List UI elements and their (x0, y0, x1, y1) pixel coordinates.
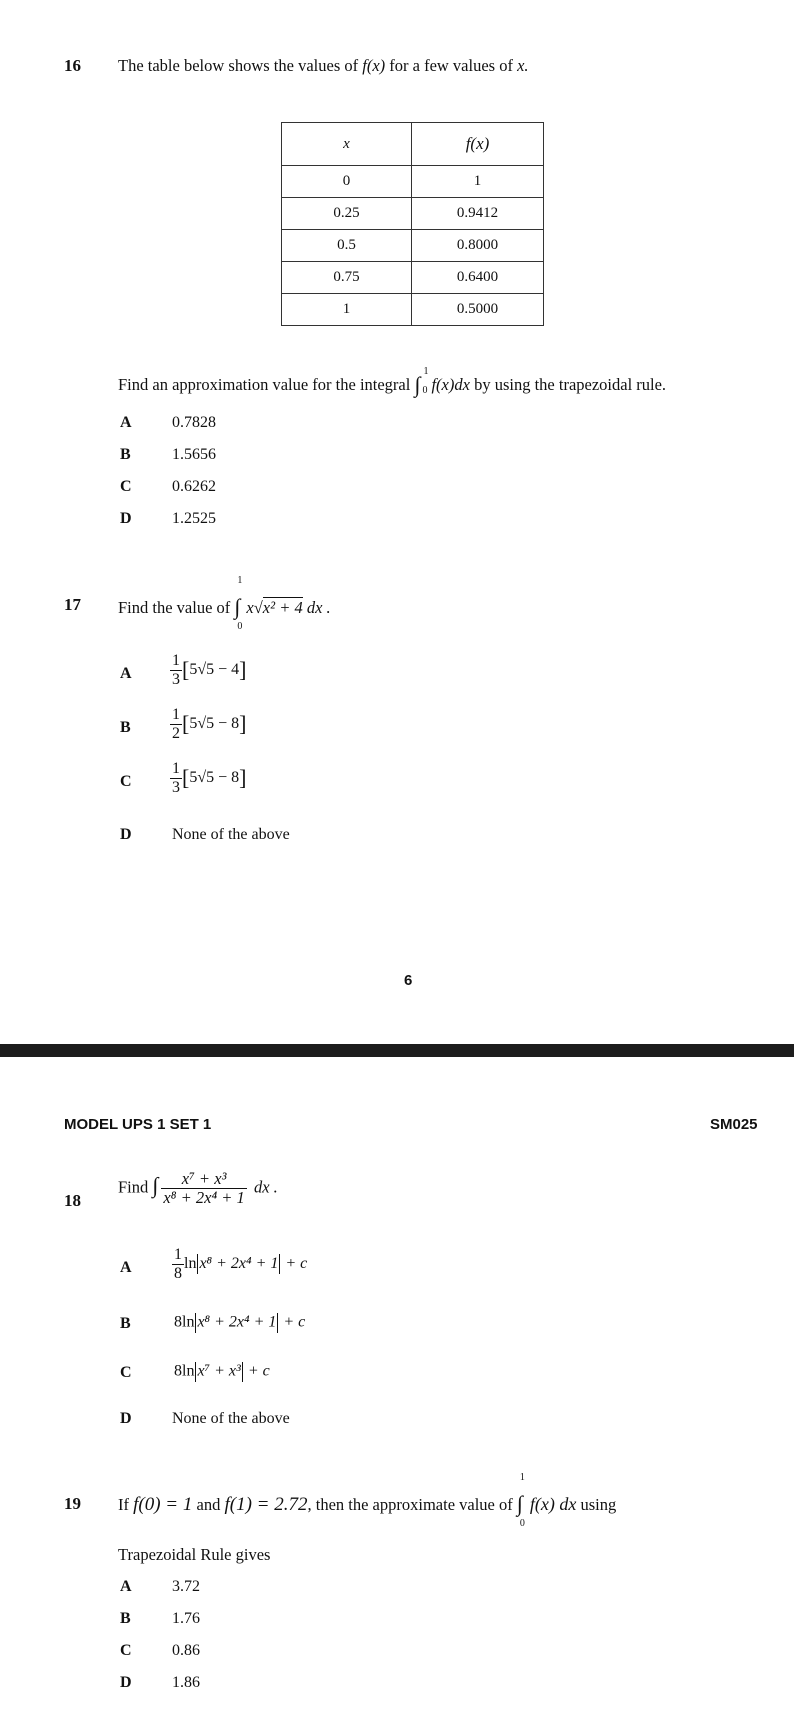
sqrt-symbol: √ (253, 598, 263, 617)
q16-x-var: x. (517, 56, 529, 75)
table-cell-fx: 0.5000 (412, 294, 544, 326)
q19-option-value[interactable]: 3.72 (172, 1578, 200, 1595)
q18-option-letter: A (120, 1259, 132, 1276)
q19-option-letter: D (120, 1674, 132, 1691)
fraction-numerator: 1 (172, 760, 180, 777)
integral-upper-limit: 1 (423, 366, 429, 377)
table-row (282, 230, 544, 262)
fraction (172, 1246, 184, 1282)
q16-question-text-b: by using the trapezoidal rule. (469, 375, 667, 394)
question-number-19: 19 (64, 1494, 81, 1513)
table-row (282, 294, 544, 326)
q18-option-letter: C (120, 1364, 132, 1381)
q18-dx: dx . (249, 1177, 278, 1197)
q17-option-value[interactable]: $\frac{1}{3}$ [5√5 − 8] (172, 760, 247, 796)
q16-option-letter: D (120, 510, 132, 527)
integral-sign: ∫ 1 0 (414, 366, 429, 397)
question-19-line-2: Trapezoidal Rule gives (118, 1545, 271, 1564)
table-header-row (282, 123, 544, 166)
table-header-x: x (282, 123, 412, 166)
table-cell-fx: 1 (412, 166, 544, 198)
question-17-prompt (118, 575, 331, 632)
fraction-numerator: 1 (174, 1246, 182, 1263)
ln-argument: x⁸ + 2x⁴ + 1 (197, 1313, 277, 1331)
ln-argument: x⁸ + 2x⁴ + 1 (199, 1254, 279, 1272)
integral-lower-limit: 0 (237, 621, 243, 632)
header-left: MODEL UPS 1 SET 1 (64, 1116, 212, 1133)
table-header-fx: f(x) (412, 123, 544, 166)
table-cell-fx: 0.8000 (412, 230, 544, 262)
table-cell-x: 0.5 (282, 230, 412, 262)
q16-integrand: f(x)dx (431, 375, 470, 394)
q16-option-letter: A (120, 414, 132, 431)
integral-lower-limit: 0 (519, 1518, 525, 1529)
q16-option-value[interactable]: 1.2525 (172, 510, 216, 527)
q19-and: and (192, 1495, 225, 1514)
q17-option-letter: B (120, 719, 131, 736)
fraction-denominator: 3 (172, 778, 180, 796)
q19-condition-1: f(0) = 1 (133, 1494, 193, 1515)
q19-option-letter: B (120, 1610, 131, 1627)
page-number: 6 (404, 972, 413, 989)
values-table (281, 122, 544, 326)
q19-condition-2: f(1) = 2.72 (224, 1494, 308, 1515)
table-cell-fx: 0.6400 (412, 262, 544, 294)
q16-option-letter: B (120, 446, 131, 463)
q17-option-value[interactable]: None of the above (172, 826, 290, 843)
q16-fx: f(x) (362, 56, 386, 75)
integral-sign: ∫ (152, 1172, 159, 1198)
q19-if: If (118, 1495, 134, 1514)
q16-intro-text-b: for a few values of (385, 56, 518, 75)
q19-option-value[interactable]: 1.76 (172, 1610, 200, 1627)
fraction-denominator: 3 (172, 670, 180, 688)
q16-option-value[interactable]: 0.7828 (172, 414, 216, 431)
question-18-prompt (118, 1170, 278, 1207)
header-right: SM025 (710, 1116, 758, 1133)
q18-fraction (161, 1170, 246, 1207)
q17-radicand: x² + 4 (262, 598, 303, 617)
ln-function: ln (182, 1362, 195, 1380)
integral-upper-limit: 1 (237, 575, 243, 586)
coefficient: 8 (174, 1362, 182, 1380)
table-row (282, 262, 544, 294)
q19-mid: , then the approximate value of (307, 1495, 517, 1514)
question-16-prompt (118, 366, 667, 397)
question-number-17: 17 (64, 595, 81, 614)
q17-option-letter: C (120, 773, 132, 790)
q19-integrand: f(x) dx (529, 1494, 577, 1514)
fraction-denominator: 2 (172, 724, 180, 742)
q19-option-letter: C (120, 1642, 132, 1659)
table-cell-x: 0.25 (282, 198, 412, 230)
q19-option-letter: A (120, 1578, 132, 1595)
ln-function: ln (182, 1313, 195, 1331)
page-separator (0, 1044, 794, 1057)
fraction (170, 652, 182, 688)
constant-term: + c (285, 1254, 308, 1272)
q16-option-letter: C (120, 478, 132, 495)
integral-lower-limit: 0 (422, 385, 428, 396)
q18-option-letter: B (120, 1315, 131, 1332)
question-number-16: 16 (64, 56, 81, 75)
q17-dx: dx . (302, 598, 331, 617)
q18-option-value[interactable]: None of the above (172, 1410, 290, 1427)
table-cell-fx: 0.9412 (412, 198, 544, 230)
q17-integrand-x: x (246, 598, 254, 617)
integral-sign: ∫ 1 0 (234, 575, 243, 632)
option-expression: 5√5 − 8 (189, 714, 240, 732)
table-cell-x: 0.75 (282, 262, 412, 294)
q16-option-value[interactable]: 0.6262 (172, 478, 216, 495)
q16-intro-text-a: The table below shows the values of (118, 56, 363, 75)
q17-option-letter: A (120, 665, 132, 682)
q19-option-value[interactable]: 1.86 (172, 1674, 200, 1691)
table-row (282, 166, 544, 198)
q18-denominator: x⁸ + 2x⁴ + 1 (163, 1188, 245, 1208)
q18-option-value[interactable] (174, 1313, 305, 1333)
question-number-18: 18 (64, 1191, 81, 1210)
fraction-numerator: 1 (172, 706, 180, 723)
q18-option-letter: D (120, 1410, 132, 1427)
q17-option-letter: D (120, 826, 132, 843)
fraction (170, 760, 182, 796)
table-cell-x: 0 (282, 166, 412, 198)
q17-prompt-text: Find the value of (118, 598, 235, 617)
option-expression: 5√5 − 8 (189, 768, 240, 786)
ln-function: ln (184, 1254, 197, 1272)
q18-option-value[interactable] (174, 1362, 270, 1382)
ln-argument: x⁷ + x³ (197, 1362, 241, 1380)
constant-term: + c (247, 1362, 270, 1380)
table-row (282, 198, 544, 230)
q19-using: using (576, 1495, 617, 1514)
fraction-numerator: 1 (172, 652, 180, 669)
q16-question-text-a: Find an approximation value for the integral (118, 375, 415, 394)
question-19-prompt (118, 1472, 617, 1529)
q18-prompt-text: Find (118, 1177, 153, 1197)
q16-option-value[interactable]: 1.5656 (172, 446, 216, 463)
q17-option-value[interactable]: $\frac{1}{2}$ [5√5 − 8] (172, 706, 247, 742)
q18-numerator: x⁷ + x³ (161, 1170, 246, 1189)
question-16-intro (118, 56, 529, 76)
q18-option-value[interactable] (172, 1246, 307, 1282)
coefficient: 8 (174, 1313, 182, 1331)
table-cell-x: 1 (282, 294, 412, 326)
fraction-denominator: 8 (174, 1264, 182, 1282)
integral-sign: ∫ 1 0 (516, 1472, 525, 1529)
integral-upper-limit: 1 (519, 1472, 525, 1483)
q19-option-value[interactable]: 0.86 (172, 1642, 200, 1659)
option-expression: 5√5 − 4 (189, 660, 240, 678)
q17-option-value[interactable]: $\frac{1}{3}$ [5√5 − 4] (172, 652, 247, 688)
constant-term: + c (283, 1313, 306, 1331)
fraction (170, 706, 182, 742)
